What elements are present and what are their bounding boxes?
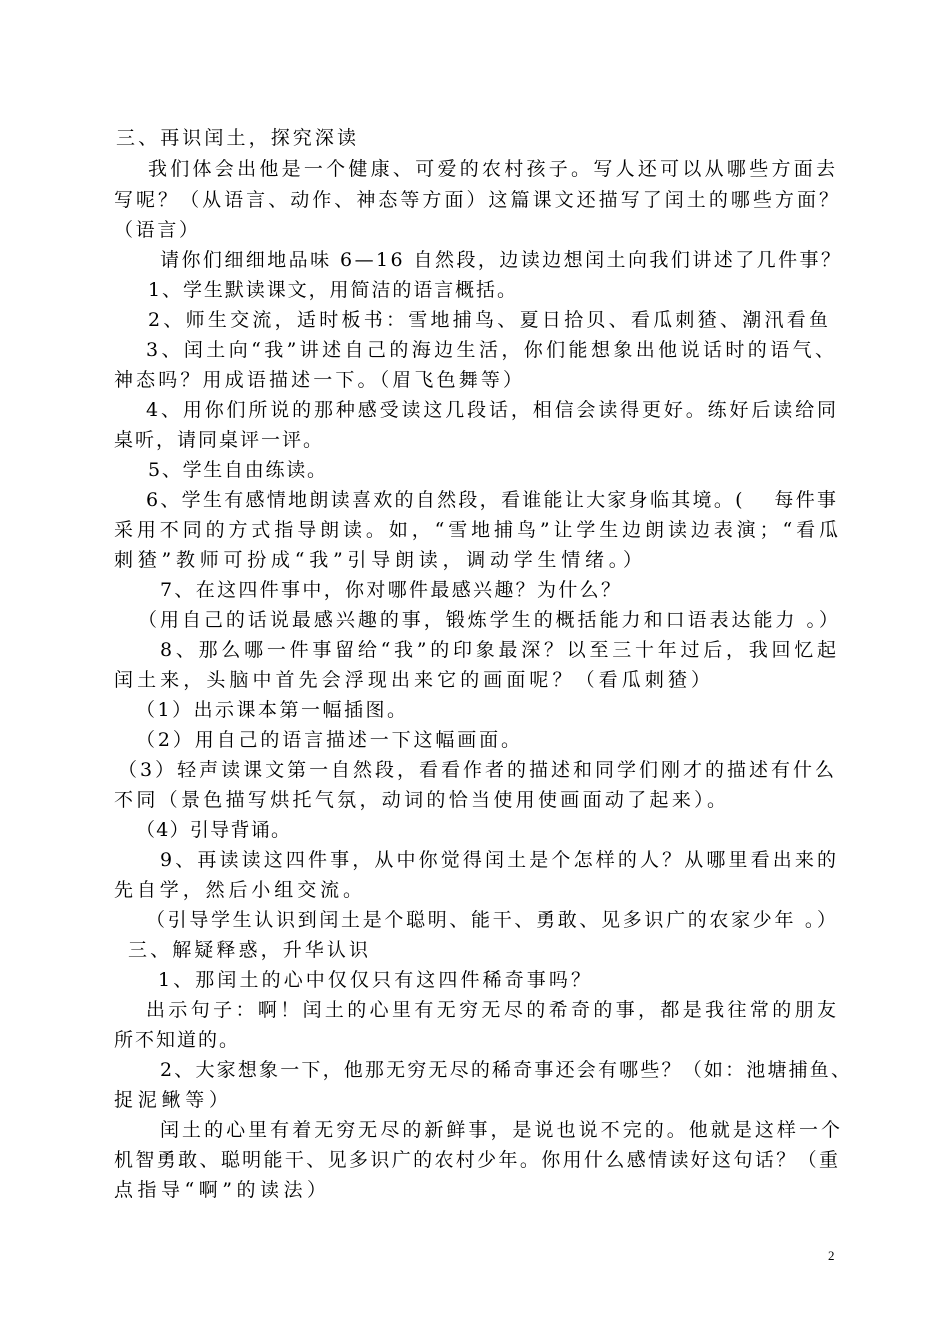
text-line: 3、闰土向“我”讲述自己的海边生活，你们能想象出他说话时的语气、: [146, 339, 838, 361]
text-line: 5、学生自由练读。: [148, 459, 328, 481]
text-line: 三、再识闰土，探究深读: [116, 127, 360, 149]
text-line: 神态吗？用成语描述一下。（眉飞色舞等）: [114, 369, 526, 391]
text-line: 9、再读读这四件事，从中你觉得闰土是个怎样的人？从哪里看出来的: [160, 849, 840, 871]
text-line: （引导学生认识到闰土是个聪明、能干、勇敢、见多识广的农家少年 。）: [146, 909, 839, 931]
text-line: 8、那么哪一件事留给“我”的印象最深？以至三十年过后，我回忆起: [160, 639, 840, 661]
text-line: 桌听，请同桌评一评。: [114, 429, 324, 451]
text-line: 请你们细细地品味 6—16 自然段，边读边想闰土向我们讲述了几件事？: [160, 249, 843, 271]
text-line: （3）轻声读课文第一自然段，看看作者的描述和同学们刚才的描述有什么: [118, 759, 837, 781]
text-line: 4、用你们所说的那种感受读这几段话，相信会读得更好。练好后读给同: [146, 399, 839, 421]
text-line: 捉泥鳅等）: [114, 1089, 233, 1111]
text-line: 刺猹”教师可扮成“我”引导朗读，调动学生情绪。）: [114, 549, 647, 571]
text-line: 7、在这四件事中，你对哪件最感兴趣？为什么？: [160, 579, 623, 601]
text-line: 出示句子：啊！闰土的心里有无穷无尽的希奇的事，都是我往常的朋友: [146, 999, 840, 1021]
text-line: 所不知道的。: [114, 1029, 240, 1051]
text-line: 三、解疑释惑，升华认识: [128, 939, 372, 961]
text-line: （1）出示课本第一幅插图。: [136, 699, 409, 721]
text-line: 2、师生交流，适时板书：雪地捕鸟、夏日拾贝、看瓜刺猹、潮汛看鱼: [148, 309, 832, 331]
text-line: 不同（景色描写烘托气氛，动词的恰当使用使画面动了起来）。: [114, 789, 730, 811]
text-line: 机智勇敢、聪明能干、见多识广的农村少年。你用什么感情读好这句话？（重: [114, 1149, 841, 1171]
text-line: （语言）: [114, 219, 201, 241]
text-line: （4）引导背诵。: [136, 819, 292, 841]
text-line: 写呢？（从语言、动作、神态等方面）这篇课文还描写了闰土的哪些方面？: [114, 189, 842, 211]
text-line: （2）用自己的语言描述一下这幅画面。: [136, 729, 523, 751]
text-line: 点指导“啊”的读法）: [114, 1179, 331, 1201]
text-line: 我们体会出他是一个健康、可爱的农村孩子。写人还可以从哪些方面去: [148, 158, 839, 180]
text-line: 2、大家想象一下，他那无穷无尽的稀奇事还会有哪些？（如：池塘捕鱼、: [160, 1059, 853, 1081]
text-line: 先自学，然后小组交流。: [114, 879, 366, 901]
text-line: 闰土来，头脑中首先会浮现出来它的画面呢？（看瓜刺猹）: [114, 669, 715, 691]
text-line: 闰土的心里有着无穷无尽的新鲜事，是说也说不完的。他就是这样一个: [160, 1119, 844, 1141]
text-line: 6、学生有感情地朗读喜欢的自然段，看谁能让大家身临其境。( 每件事: [146, 489, 839, 511]
text-line: 1、那闰土的心中仅仅只有这四件稀奇事吗？: [158, 969, 594, 991]
text-line: 1、学生默读课文，用简洁的语言概括。: [148, 279, 518, 301]
text-line: （用自己的话说最感兴趣的事，锻炼学生的概括能力和口语表达能力 。）: [138, 609, 841, 631]
page-number: 2: [828, 1248, 835, 1263]
text-line: 采用不同的方式指导朗读。如，“雪地捕鸟”让学生边朗读边表演；“看瓜: [114, 519, 842, 541]
